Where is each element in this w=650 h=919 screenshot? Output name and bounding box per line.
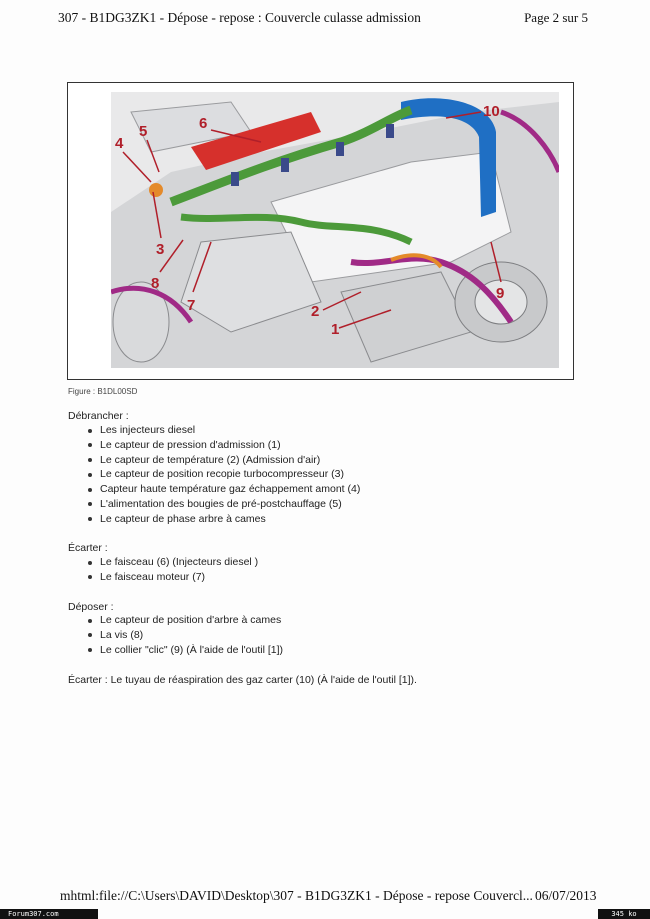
footer-path: mhtml:file://C:\Users\DAVID\Desktop\307 - B1DG3ZK1 - Dépose - repose Couvercl... xyxy=(60,888,533,903)
list-item: Capteur haute température gaz échappement amont (4) xyxy=(86,482,360,497)
callout-2: 2 xyxy=(311,303,320,320)
list-item: Le collier "clic" (9) (À l'aide de l'outil [1]) xyxy=(86,643,283,658)
deposer-list xyxy=(86,613,283,657)
callout-10: 10 xyxy=(483,103,500,120)
list-item: Le capteur de température (2) (Admission d'air) xyxy=(86,453,360,468)
figure-frame xyxy=(67,82,574,380)
callout-8: 8 xyxy=(151,275,160,292)
list-item: Le capteur de pression d'admission (1) xyxy=(86,438,360,453)
header-title: 307 - B1DG3ZK1 - Dépose - repose : Couvercle culasse admission xyxy=(58,10,421,25)
list-item: Les injecteurs diesel xyxy=(86,423,360,438)
file-size-bar: 345 ko xyxy=(598,909,650,919)
footer-date: 06/07/2013 xyxy=(535,888,597,903)
callout-4: 4 xyxy=(115,135,124,152)
engine-diagram xyxy=(111,92,559,368)
callout-6: 6 xyxy=(199,115,208,132)
list-item: Le faisceau moteur (7) xyxy=(86,570,258,585)
list-item: La vis (8) xyxy=(86,628,283,643)
list-item: L'alimentation des bougies de pré-postchauffage (5) xyxy=(86,497,360,512)
section-debrancher-label: Débrancher : xyxy=(68,410,129,422)
section-ecarter-label: Écarter : xyxy=(68,542,108,554)
callout-7: 7 xyxy=(187,297,196,314)
page-number: Page 2 sur 5 xyxy=(524,10,588,25)
debrancher-list xyxy=(86,423,360,527)
list-item: Le faisceau (6) (Injecteurs diesel ) xyxy=(86,555,258,570)
ecarter-list xyxy=(86,555,258,585)
section-deposer-label: Déposer : xyxy=(68,601,114,613)
callout-3: 3 xyxy=(156,241,165,258)
callout-9: 9 xyxy=(496,285,505,302)
watermark-bar: Forum307.com xyxy=(0,909,98,919)
callout-1: 1 xyxy=(331,321,340,338)
list-item: Le capteur de position recopie turbocompresseur (3) xyxy=(86,467,360,482)
callout-5: 5 xyxy=(139,123,148,140)
list-item: Le capteur de phase arbre à cames xyxy=(86,512,360,527)
list-item: Le capteur de position d'arbre à cames xyxy=(86,613,283,628)
figure-caption: Figure : B1DL00SD xyxy=(68,387,138,396)
final-instruction: Écarter : Le tuyau de réaspiration des gaz carter (10) (À l'aide de l'outil [1]). xyxy=(68,674,417,686)
